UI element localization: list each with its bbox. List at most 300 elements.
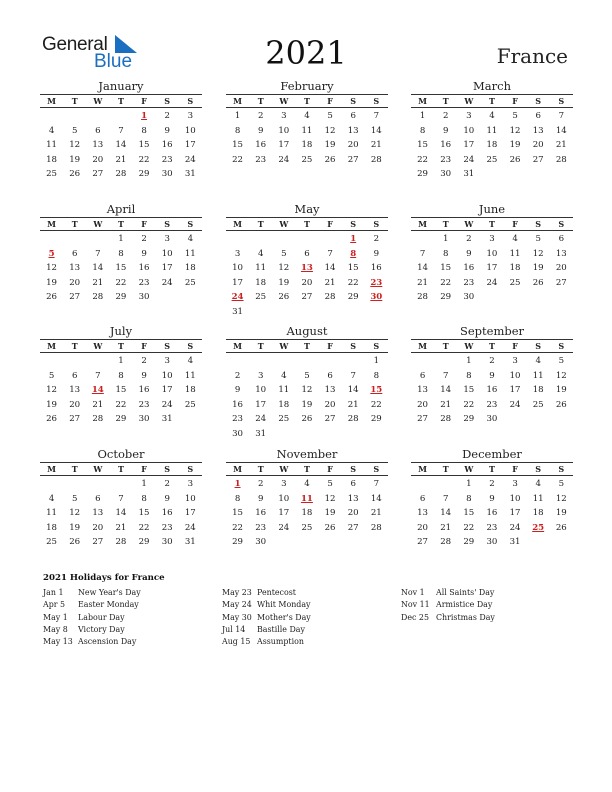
day-cell: 5 — [512, 111, 518, 121]
weekday-label: S — [187, 219, 194, 229]
day-cell: 12 — [69, 140, 81, 151]
week-row — [226, 304, 388, 319]
day-cell: 17 — [278, 508, 290, 519]
empty-day-cell — [434, 353, 457, 368]
day-cell: 8 — [141, 125, 147, 136]
day-cell: 1 — [466, 356, 472, 366]
day-cell: 15 — [440, 263, 452, 274]
day-cell: 5 — [304, 370, 310, 381]
day-cell: 29 — [463, 537, 475, 548]
weekday-label: F — [327, 96, 333, 106]
day-cell: 5 — [558, 479, 565, 489]
day-cell: 25 — [46, 169, 58, 180]
day-cell: 7 — [118, 493, 124, 504]
weekday-label: T — [117, 341, 124, 351]
day-cell: 20 — [92, 522, 104, 533]
day-cell: 20 — [532, 140, 544, 151]
empty-day-cell — [504, 411, 527, 426]
holiday-day-cell: 1 — [234, 479, 241, 489]
empty-day-cell — [63, 476, 86, 491]
day-cell: 23 — [486, 522, 498, 533]
day-cell: 26 — [324, 154, 336, 165]
holiday-name: New Year's Day — [78, 588, 141, 597]
weekday-label: S — [187, 96, 194, 106]
weekday-label: T — [71, 464, 78, 474]
day-cell: 19 — [532, 263, 544, 274]
day-cell: 24 — [463, 154, 475, 165]
day-cell: 19 — [278, 277, 290, 288]
weekday-label: T — [488, 464, 495, 474]
day-cell: 26 — [69, 537, 81, 548]
weekday-label: F — [141, 96, 147, 106]
holiday-item — [43, 587, 141, 599]
weekday-label: W — [93, 96, 103, 106]
day-cell: 19 — [324, 140, 336, 151]
week-row — [226, 353, 388, 368]
day-cell: 22 — [232, 522, 244, 533]
day-cell: 6 — [535, 111, 541, 121]
day-cell: 2 — [164, 479, 170, 489]
holiday-date: May 8 — [43, 624, 68, 634]
day-cell: 11 — [184, 248, 196, 259]
holiday-day-cell: 15 — [370, 385, 383, 396]
day-cell: 17 — [232, 277, 244, 288]
weekday-label: T — [257, 341, 264, 351]
day-cell: 24 — [184, 522, 196, 533]
day-cell: 10 — [184, 125, 196, 136]
day-cell: 30 — [486, 414, 498, 425]
week-row — [40, 166, 202, 181]
day-cell: 17 — [509, 508, 521, 519]
empty-day-cell — [272, 304, 295, 319]
day-cell: 30 — [138, 292, 150, 303]
day-cell: 30 — [161, 537, 173, 548]
weekday-label: T — [442, 96, 449, 106]
weekday-label: S — [350, 341, 357, 351]
holiday-day-cell: 14 — [91, 385, 104, 396]
day-cell: 6 — [71, 370, 78, 381]
day-cell: 19 — [555, 508, 567, 519]
day-cell: 17 — [184, 508, 196, 519]
day-cell: 8 — [234, 493, 241, 504]
day-cell: 21 — [324, 277, 336, 288]
day-cell: 5 — [327, 479, 333, 489]
weekday-label: M — [233, 464, 242, 474]
day-cell: 18 — [301, 140, 313, 151]
day-cell: 25 — [255, 292, 267, 303]
month-december — [411, 447, 573, 549]
weekday-label: T — [488, 96, 495, 106]
empty-day-cell — [527, 166, 550, 181]
day-cell: 20 — [347, 508, 359, 519]
day-cell: 21 — [115, 522, 127, 533]
day-cell: 31 — [184, 169, 196, 180]
empty-day-cell — [156, 289, 179, 304]
day-cell: 16 — [161, 508, 173, 519]
weekday-label: S — [535, 96, 542, 106]
day-cell: 17 — [463, 140, 475, 151]
day-cell: 19 — [69, 154, 81, 165]
week-row — [226, 411, 388, 426]
weekday-label: F — [141, 219, 147, 229]
weekday-label: W — [464, 341, 474, 351]
weekday-label: F — [512, 464, 518, 474]
day-cell: 9 — [442, 125, 449, 136]
week-row — [226, 137, 388, 152]
week-row — [226, 289, 388, 304]
day-cell: 13 — [324, 385, 336, 396]
day-cell: 13 — [532, 125, 544, 136]
weekday-label: T — [117, 464, 124, 474]
weekday-header — [411, 217, 573, 231]
day-cell: 22 — [232, 154, 244, 165]
week-row — [40, 411, 202, 426]
empty-day-cell — [63, 108, 86, 123]
day-cell: 6 — [95, 125, 101, 136]
day-cell: 20 — [347, 140, 359, 151]
weekday-header — [226, 94, 388, 108]
holiday-item — [222, 624, 311, 636]
weekday-header — [40, 94, 202, 108]
weekday-label: W — [464, 464, 474, 474]
day-cell: 27 — [69, 292, 81, 303]
month-february — [226, 79, 388, 166]
day-cell: 14 — [370, 493, 382, 504]
month-november — [226, 447, 388, 549]
empty-day-cell — [527, 289, 550, 304]
week-row — [411, 246, 573, 261]
day-cell: 27 — [555, 277, 567, 288]
day-cell: 21 — [92, 399, 104, 410]
day-cell: 6 — [350, 111, 356, 121]
weekday-label: T — [117, 219, 124, 229]
day-cell: 23 — [161, 522, 173, 533]
empty-day-cell — [226, 353, 249, 368]
day-cell: 2 — [164, 111, 170, 121]
day-cell: 20 — [301, 277, 313, 288]
holiday-day-cell: 11 — [300, 493, 313, 504]
day-cell: 4 — [512, 234, 518, 244]
day-cell: 4 — [187, 356, 194, 366]
day-cell: 12 — [555, 370, 567, 381]
day-cell: 27 — [417, 537, 429, 548]
day-cell: 23 — [138, 399, 150, 410]
day-cell: 8 — [234, 125, 241, 136]
empty-day-cell — [411, 476, 434, 491]
week-row — [226, 520, 388, 535]
week-row — [226, 231, 388, 246]
day-cell: 16 — [232, 399, 244, 410]
day-cell: 13 — [417, 385, 429, 396]
weekday-label: S — [535, 464, 542, 474]
day-cell: 27 — [324, 414, 336, 425]
day-cell: 12 — [555, 493, 567, 504]
week-row — [411, 368, 573, 383]
weekday-label: S — [558, 464, 565, 474]
day-cell: 24 — [509, 399, 521, 410]
day-cell: 4 — [48, 125, 55, 136]
weekday-label: T — [303, 341, 310, 351]
week-row — [226, 108, 388, 123]
weekday-label: M — [418, 464, 427, 474]
holiday-name: Assumption — [257, 637, 304, 647]
day-cell: 17 — [509, 385, 521, 396]
day-cell: 17 — [278, 140, 290, 151]
week-row — [411, 397, 573, 412]
weekday-label: T — [71, 219, 78, 229]
empty-day-cell — [40, 108, 63, 123]
empty-day-cell — [63, 231, 86, 246]
day-cell: 3 — [489, 234, 495, 244]
empty-day-cell — [86, 231, 109, 246]
weekday-label: S — [164, 464, 171, 474]
weekday-header — [226, 217, 388, 231]
day-cell: 3 — [281, 479, 287, 489]
day-cell: 12 — [509, 125, 521, 136]
day-cell: 12 — [324, 125, 336, 136]
day-cell: 1 — [373, 356, 380, 366]
week-row — [226, 534, 388, 549]
holiday-name: All Saints' Day — [436, 588, 495, 597]
week-row — [411, 123, 573, 138]
holiday-name: Bastille Day — [257, 624, 305, 634]
month-name: March — [473, 79, 511, 93]
logo-text-general: General — [42, 34, 108, 55]
empty-day-cell — [295, 231, 318, 246]
day-cell: 21 — [440, 522, 452, 533]
holiday-date: Dec 25 — [401, 612, 429, 622]
day-cell: 11 — [46, 508, 58, 519]
day-cell: 29 — [440, 292, 452, 303]
day-cell: 9 — [373, 248, 380, 259]
empty-day-cell — [272, 231, 295, 246]
day-cell: 18 — [46, 154, 58, 165]
day-cell: 14 — [440, 385, 452, 396]
day-cell: 11 — [255, 263, 267, 274]
week-row — [226, 123, 388, 138]
day-cell: 4 — [535, 479, 541, 489]
empty-day-cell — [319, 304, 342, 319]
day-cell: 13 — [92, 508, 104, 519]
day-cell: 28 — [92, 414, 104, 425]
day-cell: 8 — [373, 370, 380, 381]
day-cell: 30 — [440, 169, 452, 180]
day-cell: 8 — [118, 248, 124, 259]
holiday-day-cell: 23 — [370, 277, 383, 288]
weekday-label: S — [164, 96, 171, 106]
weekday-label: F — [327, 341, 333, 351]
day-cell: 27 — [69, 414, 81, 425]
weekday-label: M — [233, 219, 242, 229]
weekday-label: S — [373, 464, 380, 474]
day-cell: 31 — [463, 169, 475, 180]
day-cell: 22 — [115, 277, 127, 288]
day-cell: 7 — [118, 125, 124, 136]
day-cell: 20 — [324, 399, 336, 410]
day-cell: 11 — [509, 248, 521, 259]
day-cell: 19 — [69, 522, 81, 533]
holiday-item — [401, 612, 495, 624]
day-cell: 24 — [255, 414, 267, 425]
week-row — [40, 231, 202, 246]
week-row — [226, 260, 388, 275]
empty-day-cell — [527, 411, 550, 426]
holiday-item — [43, 624, 141, 636]
week-row — [226, 505, 388, 520]
day-cell: 24 — [509, 522, 521, 533]
empty-day-cell — [504, 289, 527, 304]
day-cell: 11 — [46, 140, 58, 151]
weekday-label: S — [535, 219, 542, 229]
empty-day-cell — [365, 426, 388, 441]
empty-day-cell — [319, 426, 342, 441]
day-cell: 3 — [187, 111, 194, 121]
month-name: February — [280, 79, 334, 93]
week-row — [411, 137, 573, 152]
week-row — [411, 505, 573, 520]
day-cell: 18 — [46, 522, 58, 533]
holidays-title: 2021 Holidays for France — [43, 573, 165, 583]
day-cell: 3 — [512, 479, 518, 489]
day-cell: 14 — [324, 263, 336, 274]
day-cell: 10 — [486, 248, 498, 259]
day-cell: 24 — [486, 277, 498, 288]
weekday-header — [40, 339, 202, 353]
day-cell: 9 — [257, 125, 264, 136]
day-cell: 5 — [535, 234, 541, 244]
weekday-label: M — [47, 464, 56, 474]
empty-day-cell — [342, 304, 365, 319]
empty-day-cell — [342, 426, 365, 441]
day-cell: 19 — [555, 385, 567, 396]
weekday-label: S — [187, 464, 194, 474]
weekday-label: T — [442, 341, 449, 351]
weekday-header — [411, 339, 573, 353]
day-cell: 29 — [115, 414, 127, 425]
holiday-date: Nov 1 — [401, 588, 425, 597]
empty-day-cell — [295, 353, 318, 368]
day-cell: 22 — [370, 399, 382, 410]
holiday-name: Armistice Day — [436, 600, 493, 610]
day-cell: 28 — [440, 537, 452, 548]
day-cell: 21 — [370, 140, 382, 151]
day-cell: 4 — [535, 356, 541, 366]
weekday-label: T — [442, 464, 449, 474]
weekday-label: T — [488, 341, 495, 351]
day-cell: 27 — [92, 537, 104, 548]
day-cell: 29 — [138, 169, 150, 180]
day-cell: 20 — [555, 263, 567, 274]
empty-day-cell — [319, 231, 342, 246]
day-cell: 22 — [440, 277, 452, 288]
month-name: June — [478, 202, 506, 216]
day-cell: 20 — [417, 399, 429, 410]
month-name: April — [106, 202, 136, 216]
holiday-date: Jan 1 — [43, 588, 64, 597]
empty-day-cell — [480, 289, 503, 304]
week-row — [40, 491, 202, 506]
day-cell: 5 — [327, 111, 333, 121]
day-cell: 2 — [442, 111, 449, 121]
weekday-label: S — [350, 464, 357, 474]
empty-day-cell — [480, 166, 503, 181]
weekday-label: T — [488, 219, 495, 229]
weekday-label: W — [279, 96, 289, 106]
day-cell: 25 — [278, 414, 290, 425]
day-cell: 13 — [69, 385, 81, 396]
holiday-date: Apr 5 — [43, 600, 66, 610]
day-cell: 6 — [350, 479, 356, 489]
day-cell: 10 — [278, 493, 290, 504]
weekday-header — [411, 462, 573, 476]
day-cell: 29 — [138, 537, 150, 548]
day-cell: 14 — [115, 508, 127, 519]
day-cell: 7 — [95, 370, 101, 381]
day-cell: 16 — [255, 140, 267, 151]
weekday-label: F — [512, 341, 518, 351]
day-cell: 3 — [234, 248, 241, 259]
week-row — [411, 166, 573, 181]
day-cell: 6 — [419, 493, 426, 504]
day-cell: 9 — [257, 493, 264, 504]
day-cell: 4 — [304, 479, 310, 489]
weekday-label: W — [464, 96, 474, 106]
day-cell: 26 — [509, 154, 521, 165]
day-cell: 21 — [440, 399, 452, 410]
month-october — [40, 447, 202, 549]
week-row — [40, 520, 202, 535]
empty-day-cell — [249, 304, 272, 319]
empty-day-cell — [550, 534, 573, 549]
holiday-column — [222, 587, 311, 648]
day-cell: 9 — [466, 248, 472, 259]
day-cell: 19 — [46, 399, 58, 410]
week-row — [226, 246, 388, 261]
day-cell: 10 — [509, 370, 521, 381]
week-row — [40, 246, 202, 261]
day-cell: 15 — [417, 140, 429, 151]
day-cell: 28 — [370, 522, 382, 533]
day-cell: 25 — [486, 154, 498, 165]
weekday-header — [226, 339, 388, 353]
day-cell: 1 — [141, 479, 147, 489]
day-cell: 8 — [118, 370, 124, 381]
holiday-date: May 1 — [43, 612, 68, 622]
day-cell: 26 — [555, 399, 567, 410]
weekday-label: F — [512, 96, 518, 106]
day-cell: 6 — [327, 370, 333, 381]
holiday-column — [43, 587, 141, 648]
day-cell: 24 — [161, 277, 173, 288]
day-cell: 3 — [512, 356, 518, 366]
day-cell: 31 — [161, 414, 173, 425]
empty-day-cell — [295, 304, 318, 319]
logo-text-blue: Blue — [94, 51, 133, 72]
day-cell: 27 — [92, 169, 104, 180]
week-row — [40, 289, 202, 304]
day-cell: 28 — [92, 292, 104, 303]
empty-day-cell — [342, 353, 365, 368]
day-cell: 12 — [324, 493, 336, 504]
day-cell: 28 — [417, 292, 429, 303]
holiday-date: May 23 — [222, 588, 252, 597]
holiday-day-cell: 8 — [350, 248, 357, 259]
holiday-item — [222, 612, 311, 624]
holiday-date: May 13 — [43, 637, 73, 647]
week-row — [40, 108, 202, 123]
day-cell: 6 — [558, 234, 565, 244]
empty-day-cell — [319, 353, 342, 368]
